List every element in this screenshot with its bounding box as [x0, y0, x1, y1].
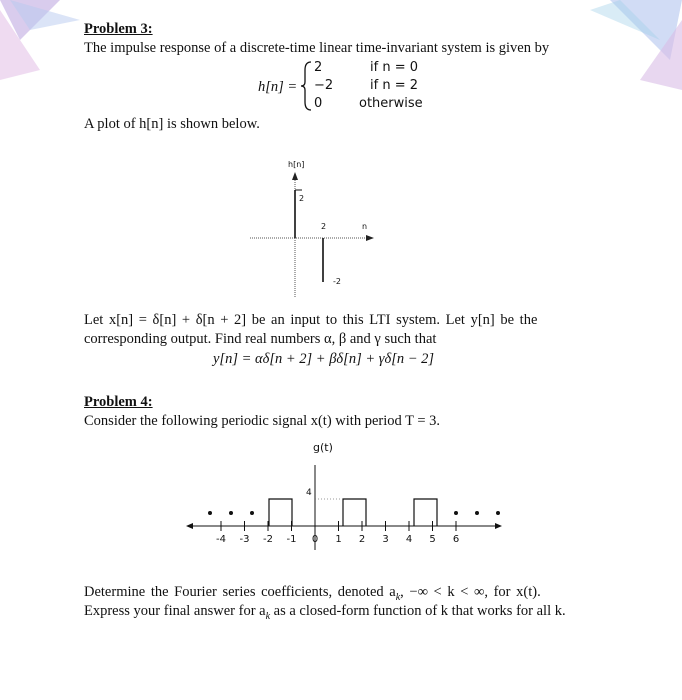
tick-label: 0 [311, 534, 319, 545]
tick-label: 6 [452, 534, 460, 545]
g-plot-ylabel: g(t) [313, 441, 333, 454]
equation-brace [300, 60, 314, 112]
question2-sub: k [265, 610, 271, 622]
case-condition-1: if n = 0 [370, 60, 418, 75]
question2-text: Express your final answer for a [84, 603, 266, 619]
tick-label: 2 [358, 534, 366, 545]
problem3-question-line2: corresponding output. Find real numbers α, β and γ such that [84, 331, 437, 347]
tick-label: 1 [335, 534, 342, 545]
tick-label: 5 [429, 534, 436, 545]
h-stem-plot [240, 160, 390, 300]
problem3-question-line1: Let x[n] = δ[n] + δ[n + 2] be an input to this LTI system. Let y[n] be the [84, 312, 538, 328]
tick-label: -4 [216, 534, 226, 545]
problem4-title: Problem 4: [84, 394, 153, 410]
tick-label-n2: 2 [321, 222, 327, 231]
question1-rest: , −∞ < k < ∞, for x(t). [400, 584, 541, 600]
case-condition-2: if n = 2 [370, 78, 418, 93]
problem3-question-equation: y[n] = αδ[n + 2] + βδ[n] + γδ[n − 2] [213, 351, 435, 367]
tick-label: 3 [382, 534, 389, 545]
pulse-2 [343, 499, 366, 526]
tick-label: -2 [263, 534, 273, 545]
problem4-question-line1 [84, 584, 541, 603]
case-value-2: −2 [314, 78, 334, 93]
problem3-title: Problem 3: [84, 21, 153, 37]
pulse-height-label: 4 [306, 488, 312, 498]
dots-right-3 [496, 511, 500, 515]
dots-right-2 [475, 511, 479, 515]
stem-label-n2: -2 [333, 277, 341, 286]
tick-label: -1 [286, 534, 297, 545]
dots-left-2 [229, 511, 233, 515]
tick-label: -3 [239, 534, 250, 545]
h-plot-ylabel: h[n] [288, 160, 305, 169]
stem-label-n0: 2 [299, 194, 305, 203]
tick-label: 4 [405, 534, 413, 545]
question1-text: Determine the Fourier series coefficients, denoted a [84, 584, 396, 600]
problem4-question-line2 [84, 603, 566, 622]
problem4-intro: Consider the following periodic signal x(t) with period T = 3. [84, 413, 440, 429]
h-plot-xlabel: n [362, 222, 368, 231]
decorative-corner-top-left [0, 0, 90, 90]
equation-lhs: h[n] = [258, 79, 298, 95]
dots-right-1 [454, 511, 458, 515]
problem3-intro: The impulse response of a discrete-time linear time-invariant system is given by [84, 40, 550, 56]
dots-left-3 [250, 511, 254, 515]
case-value-3: 0 [314, 96, 323, 111]
case-value-1: 2 [314, 60, 323, 75]
decorative-corner-top-right [560, 0, 682, 90]
question1-sub: k [395, 591, 401, 603]
dots-left-1 [208, 511, 212, 515]
plot-caption: A plot of h[n] is shown below. [84, 116, 260, 132]
case-condition-3: otherwise [359, 96, 423, 111]
g-tick-labels [180, 534, 510, 548]
pulse-3 [414, 499, 437, 526]
question2-rest: as a closed-form function of k that works for all k. [270, 603, 566, 619]
pulse-1 [269, 499, 292, 526]
